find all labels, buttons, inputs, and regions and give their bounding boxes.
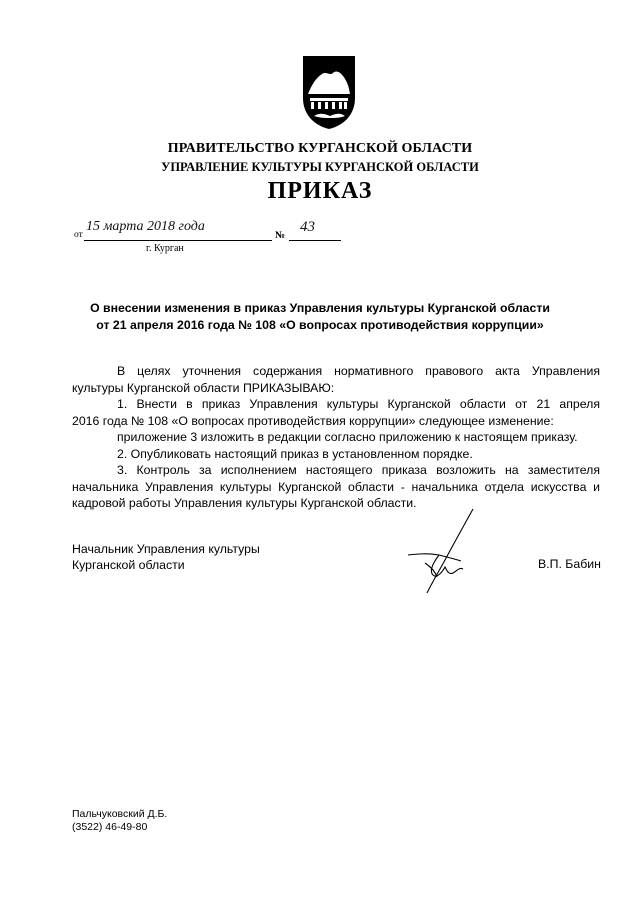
number-prefix: № (275, 230, 286, 241)
position-line2: Курганской области (72, 558, 185, 572)
date-underline (84, 240, 272, 241)
item3-line2: начальника Управления культуры Курганской области - начальника отдела искусства и (72, 479, 600, 494)
intro-line1: В целях уточнения содержания нормативного правового акта Управления (117, 364, 600, 378)
item1-line2: 2016 года № 108 «О вопросах противодействия коррупции» следующее изменение: (72, 413, 554, 428)
item1-line1: 1. Внести в приказ Управления культуры Курганской области от 21 апреля (117, 397, 600, 411)
document-body (72, 363, 600, 512)
signatory-position (72, 541, 260, 573)
organization-name-line1: ПРАВИТЕЛЬСТВО КУРГАНСКОЙ ОБЛАСТИ (167, 141, 473, 156)
intro-line2: культуры Курганской области ПРИКАЗЫВАЮ: (72, 380, 335, 395)
item2: 2. Опубликовать настоящий приказ в установленном порядке. (117, 446, 473, 461)
position-line1: Начальник Управления культуры (72, 542, 260, 556)
executor-phone: (3522) 46-49-80 (72, 821, 148, 833)
subject-line1: О внесении изменения в приказ Управления культуры Курганской области (90, 301, 550, 315)
signatory-name: В.П. Бабин (538, 557, 601, 571)
organization-name-line2: УПРАВЛЕНИЕ КУЛЬТУРЫ КУРГАНСКОЙ ОБЛАСТИ (161, 160, 479, 174)
executor-info (72, 808, 167, 834)
document-subject (60, 300, 580, 334)
item3-line3: кадровой работы Управления культуры Курганской области. (72, 496, 417, 510)
number-underline (289, 240, 341, 241)
document-type-title: ПРИКАЗ (267, 178, 373, 204)
handwritten-number: 43 (300, 219, 315, 235)
handwritten-date: 15 марта 2018 года (86, 219, 205, 234)
item1-line3: приложение 3 изложить в редакции согласно приложению к настоящем приказу. (117, 430, 578, 444)
handwritten-signature-icon (405, 505, 485, 600)
subject-line2: от 21 апреля 2016 года № 108 «О вопросах противодействия коррупции» (96, 318, 544, 332)
city: г. Курган (146, 243, 184, 254)
kurgan-region-coat-of-arms-icon (300, 54, 358, 130)
date-prefix: от (74, 230, 83, 240)
item3-line1: 3. Контроль за исполнением настоящего приказа возложить на заместителя (117, 463, 600, 477)
executor-name: Пальчуковский Д.Б. (72, 808, 168, 820)
